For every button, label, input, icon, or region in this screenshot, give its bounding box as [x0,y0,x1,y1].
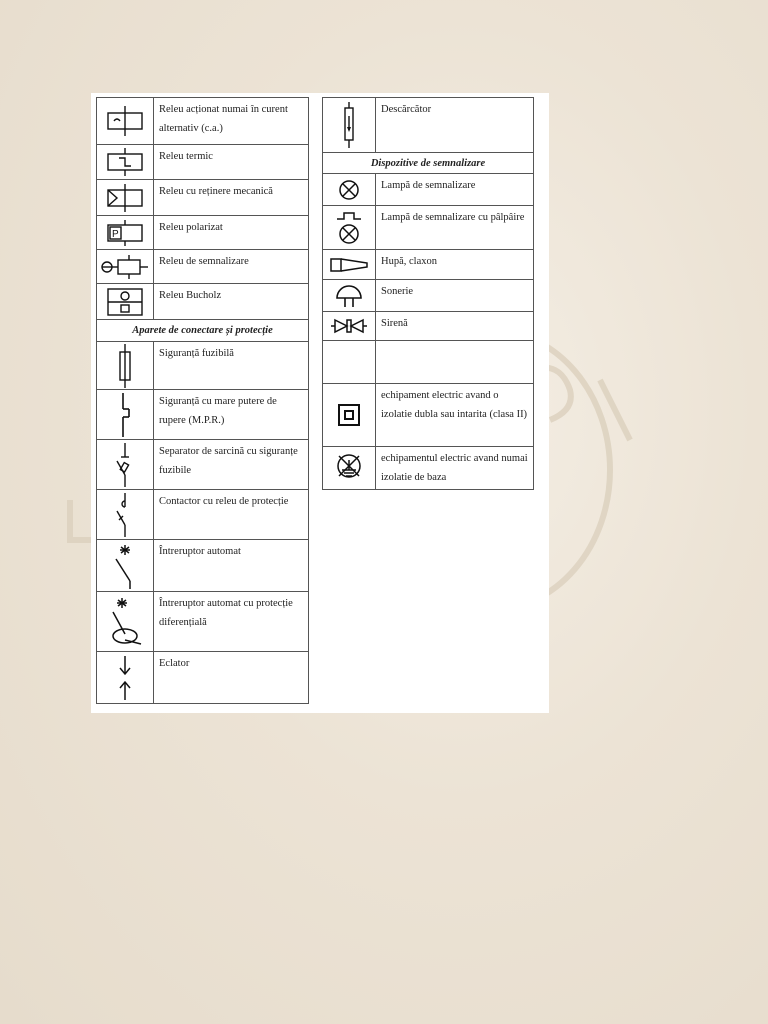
empty-cell [323,341,376,384]
symbol-sheet [91,93,549,713]
row-label: Releu termic [154,145,309,180]
relay-signaling-icon [97,250,154,284]
relay-ac-icon [97,98,154,145]
relay-mechanical-hold-icon [97,180,154,216]
svg-text:P: P [112,228,119,240]
table-row [97,342,309,390]
table-row [97,490,309,540]
table-row [323,384,534,447]
left-symbol-table [96,97,309,704]
table-row [97,652,309,704]
row-label: Eclator [154,652,309,704]
circuit-breaker-icon [97,540,154,592]
basic-insulation-icon [323,447,376,490]
load-separator-icon [97,440,154,490]
table-row [97,180,309,216]
row-label: Releu acționat numai în curent alternativ (c.a.) [154,98,309,145]
row-label: Releu de semnalizare [154,250,309,284]
row-label: Contactor cu releu de protecție [154,490,309,540]
table-row [97,284,309,320]
row-label [376,341,534,384]
row-label: echipament electric avand o izolatie dubla sau intarita (clasa II) [376,384,534,447]
row-label: Releu polarizat [154,216,309,250]
row-label: Siguranță cu mare putere de rupere (M.P.R.) [154,390,309,440]
row-label: Releu cu reținere mecanică [154,180,309,216]
right-symbol-table [322,97,534,490]
section-header [97,320,309,342]
relay-thermal-icon [97,145,154,180]
table-row [97,250,309,284]
row-label: Sirenă [376,312,534,341]
row-label: Siguranță fuzibilă [154,342,309,390]
row-label: Releu Bucholz [154,284,309,320]
spark-gap-icon [97,652,154,704]
row-label: Hupă, claxon [376,250,534,280]
table-row [323,447,534,490]
table-row [323,98,534,153]
table-row [97,440,309,490]
row-label: Lampă de semnalizare cu pâlpâire [376,206,534,250]
table-row [323,312,534,341]
differential-breaker-icon [97,592,154,652]
table-row [323,341,534,384]
double-insulation-icon [323,384,376,447]
section-title: Dispozitive de semnalizare [323,153,534,174]
table-row [97,145,309,180]
surge-arrester-icon [323,98,376,153]
high-power-fuse-icon [97,390,154,440]
signal-lamp-icon [323,174,376,206]
section-title: Aparete de conectare și protecție [97,320,309,342]
row-label: Întreruptor automat cu protecție diferențială [154,592,309,652]
contactor-icon [97,490,154,540]
table-row [323,250,534,280]
row-label: echipamentul electric avand numai izolatie de baza [376,447,534,490]
flashing-lamp-icon [323,206,376,250]
row-label: Sonerie [376,280,534,312]
section-header [323,153,534,174]
table-row [97,592,309,652]
table-row [97,216,309,250]
row-label: Lampă de semnalizare [376,174,534,206]
table-row [323,280,534,312]
relay-polarized-icon [97,216,154,250]
table-row [97,390,309,440]
bell-icon [323,280,376,312]
siren-icon [323,312,376,341]
row-label: Separator de sarcină cu siguranțe fuzibile [154,440,309,490]
table-row [97,540,309,592]
row-label: Întreruptor automat [154,540,309,592]
row-label: Descărcător [376,98,534,153]
table-row [97,98,309,145]
horn-icon [323,250,376,280]
table-row [323,174,534,206]
table-row [323,206,534,250]
fuse-icon [97,342,154,390]
relay-bucholz-icon [97,284,154,320]
